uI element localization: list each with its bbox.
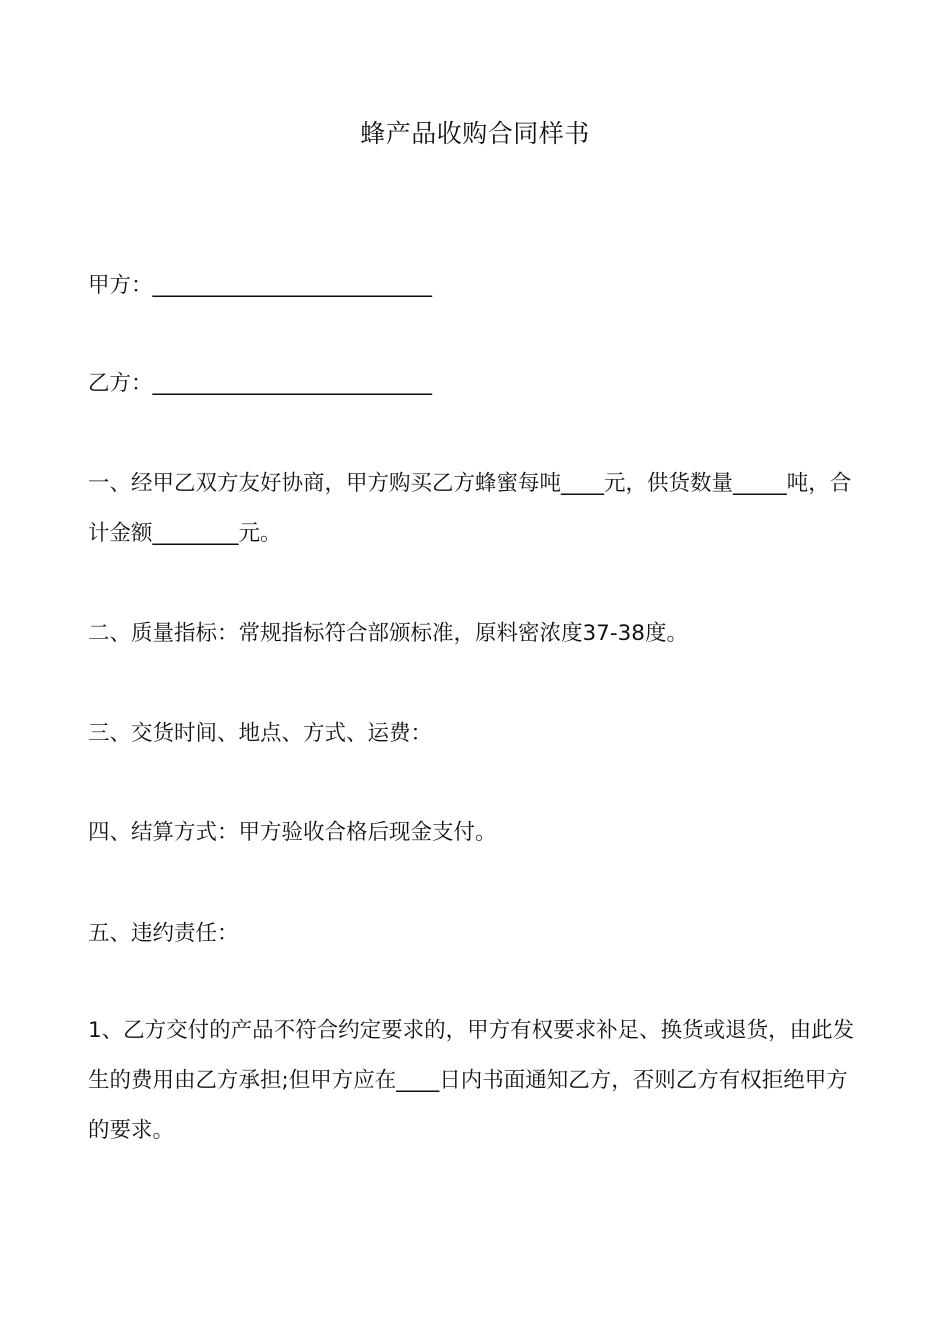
party-b-line: 乙方：__________________________ — [88, 371, 433, 396]
clause-4-settlement: 四、结算方式：甲方验收合格后现金支付。 — [88, 820, 497, 845]
clause-5-item-1: 1、乙方交付的产品不符合约定要求的，甲方有权要求补足、换货或退货，由此发生的费用由乙方承担;但甲方应在____日内书面通知乙方，否则乙方有权拒绝甲方的要求。 — [88, 1018, 855, 1143]
clause-5-liability: 五、违约责任： — [88, 921, 239, 946]
clause-1-price-quantity: 一、经甲乙双方友好协商，甲方购买乙方蜂蜜每吨____元，供货数量_____吨，合计金额________元。 — [88, 471, 852, 546]
clause-2-quality: 二、质量指标：常规指标符合部颁标准，原料密浓度37-38度。 — [88, 621, 688, 646]
party-a-line: 甲方：__________________________ — [88, 273, 433, 298]
document-title: 蜂产品收购合同样书 — [360, 119, 590, 148]
clause-3-delivery: 三、交货时间、地点、方式、运费： — [88, 721, 433, 746]
